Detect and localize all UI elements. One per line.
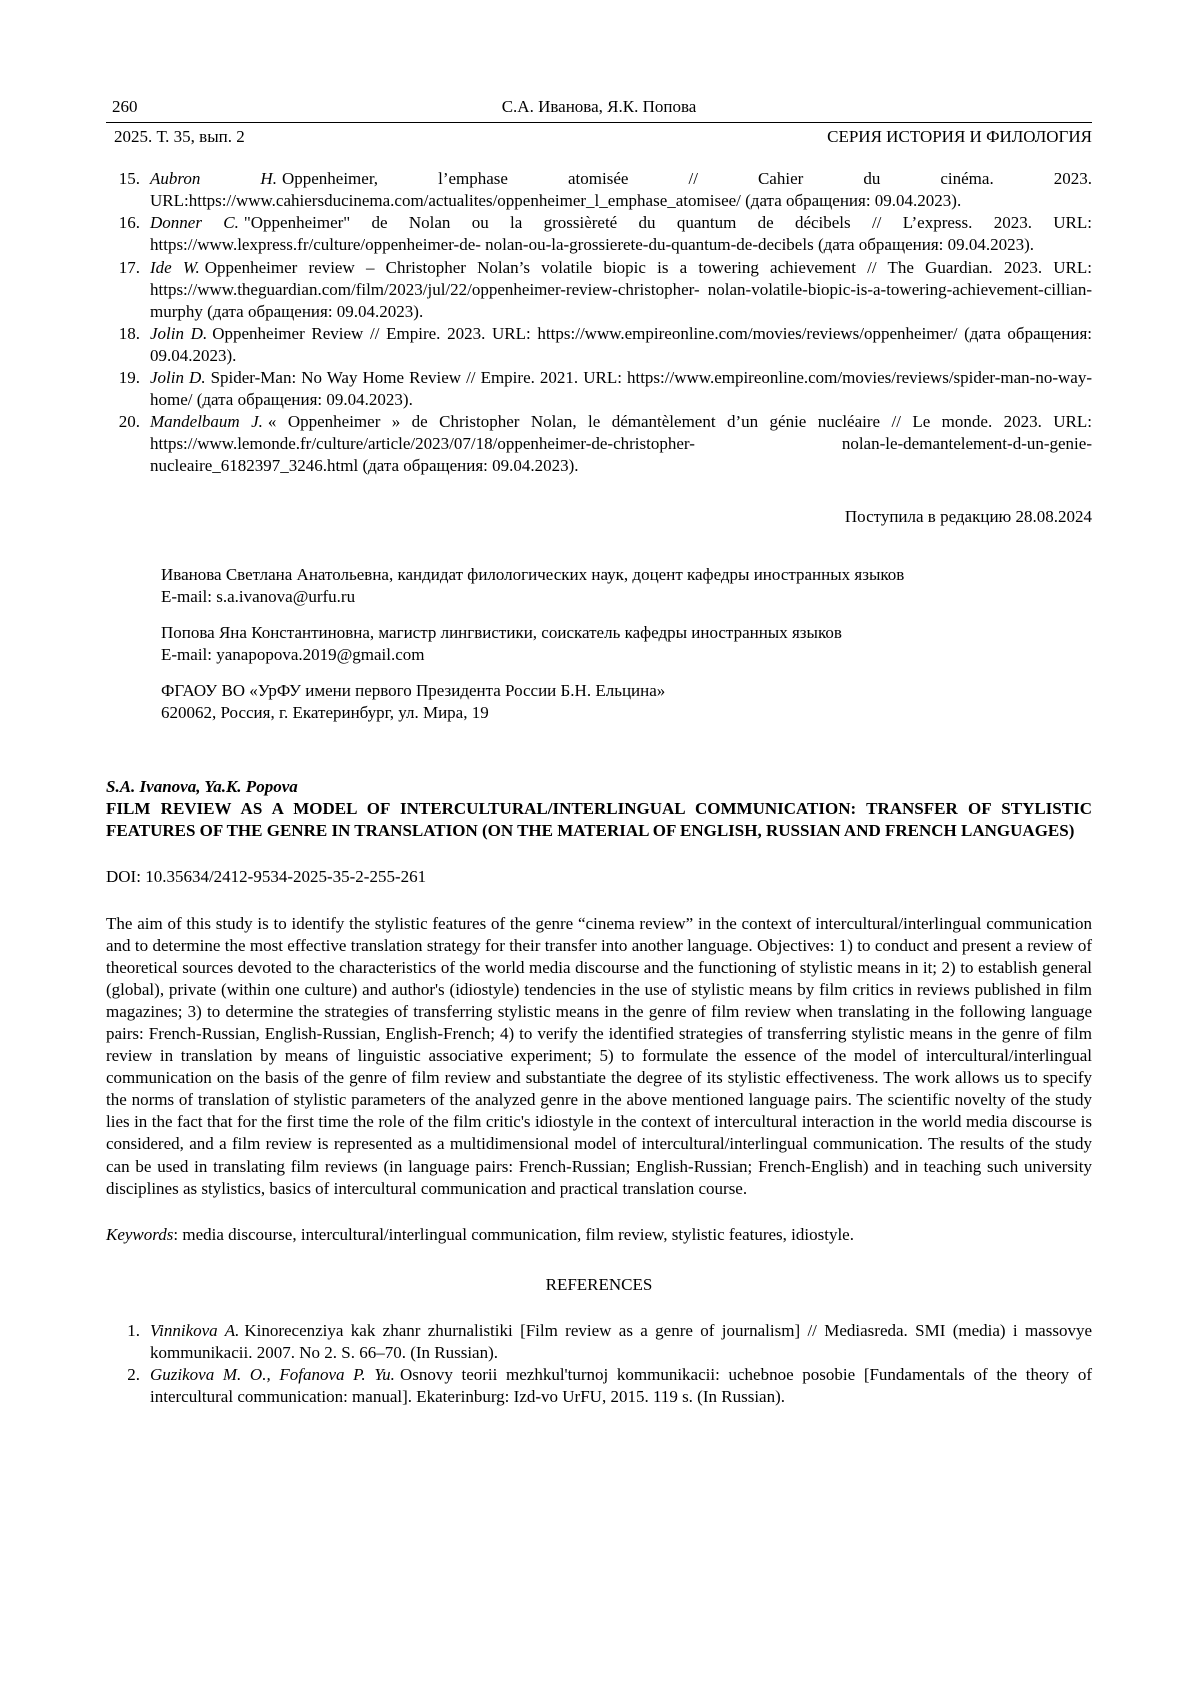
- reference-number: 20.: [118, 412, 140, 432]
- english-title: FILM REVIEW AS A MODEL OF INTERCULTURAL/INTERLINGUAL COMMUNICATION: TRANSFER OF STYLISTIC FEATURES OF THE GENRE IN TRANSLATION (ON THE MATERIAL OF ENGLISH, RUSSIAN AND FRENCH LANGUAGES): [106, 799, 1092, 841]
- reference-text: Osnovy teorii mezhkul'turnoj kommunikacii: uchebnoe posobie [Fundamentals of the theory of intercultural communication: manual]. Ekaterinburg: Izd-vo UrFU, 2015. 119 s. (In Russian).: [150, 1365, 1093, 1407]
- running-head: [106, 96, 1092, 122]
- reference-number: 19.: [118, 368, 140, 388]
- reference-item: [106, 1364, 1092, 1408]
- reference-number: 1.: [127, 1320, 140, 1340]
- keywords: [106, 1224, 1092, 1246]
- reference-item: [106, 367, 1092, 411]
- reference-text: Spider-Man: No Way Home Review // Empire. 2021. URL: https://www.empireonline.com/movies/reviews/spider-man-no-way-home/ (дата обращения: 09.04.2023).: [150, 368, 1092, 410]
- series-title: СЕРИЯ ИСТОРИЯ И ФИЛОЛОГИЯ: [827, 127, 1092, 147]
- reference-author: Guzikova M. O., Fofanova P. Yu.: [150, 1365, 395, 1385]
- affiliation: [161, 680, 1092, 724]
- bibliography-list: [106, 168, 1092, 477]
- reference-text: Oppenheimer, l’emphase atomisée // Cahier du cinéma. 2023. URL:https://www.cahiersducinema.com/actualites/oppenheimer_l_emphase_atomisee/ (дата обращения: 09.04.2023).: [150, 169, 1092, 211]
- author-entry: [161, 622, 1092, 666]
- keywords-label: Keywords: [106, 1224, 174, 1244]
- english-authors: S.A. Ivanova, Ya.K. Popova: [106, 777, 298, 797]
- reference-text: Oppenheimer Review // Empire. 2023. URL: https://www.empireonline.com/movies/reviews/oppenheimer/ (дата обращения: 09.04.2023).: [150, 323, 1092, 365]
- reference-number: 17.: [118, 257, 140, 277]
- reference-author: Donner C.: [150, 213, 239, 233]
- author-bio: Иванова Светлана Анатольевна, кандидат филологических наук, доцент кафедры иностранных языков: [161, 564, 905, 584]
- reference-author: Aubron H.: [150, 169, 277, 189]
- reference-number: 15.: [118, 169, 140, 189]
- references-heading: REFERENCES: [545, 1274, 653, 1294]
- header-issue-row: [106, 123, 1092, 148]
- reference-author: Jolin D.: [150, 368, 206, 388]
- affiliation-address: 620062, Россия, г. Екатеринбург, ул. Мира, 19: [161, 703, 489, 723]
- abstract: The aim of this study is to identify the stylistic features of the genre “cinema review” in the context of intercultural/interlingual communication and to determine the most effective translation strategy for their transfer into another language. Objectives: 1) to conduct and present a review of theoretical sources devoted to the characteristics of the world media discourse and the functioning of stylistic means in it; 2) to establish general (global), private (within one culture) and author's (idiostyle) tendencies in the use of stylistic means by film critics in reviews published in film magazines; 3) to determine the strategies of transferring stylistic means in the genre of film review when translating in the following language pairs: French-Russian, English-Russian, English-French; 4) to verify the identified strategies of transferring stylistic means in the genre of film review in translation by means of linguistic associative experiment; 5) to formulate the essence of the model of intercultural/interlingual communication on the basis of the genre of film review and substantiate the degree of its stylistic effectiveness. The work allows us to specify the norms of translation of stylistic parameters of the analyzed genre in the above mentioned language pairs. The scientific novelty of the study lies in the fact that for the first time the role of the film critic's idiostyle in the context of intercultural interaction in the world media discourse is considered, and a film review is represented as a multidimensional model of intercultural/interlingual communication. The results of the study can be used in translating film reviews (in language pairs: French-Russian; English-Russian; French-English) and in teaching such university disciplines as stylistics, basics of intercultural communication and practical translation course.: [106, 913, 1092, 1198]
- reference-text: Oppenheimer review – Christopher Nolan’s volatile biopic is a towering achievement // The Guardian. 2023. URL: https://www.theguardian.com/film/2023/jul/22/oppenheimer-review-christopher- nolan-volatile-biopic-is-a-towering-achievement-cillian-murphy (дата обращения: 09.04.2023).: [150, 257, 1092, 321]
- received-date: Поступила в редакцию 28.08.2024: [844, 506, 1092, 526]
- reference-author: Jolin D.: [150, 323, 208, 343]
- reference-item: [106, 323, 1092, 367]
- author-entry: [161, 564, 1092, 608]
- reference-item: [106, 1320, 1092, 1364]
- doi: DOI: 10.35634/2412-9534-2025-35-2-255-261: [106, 867, 427, 887]
- reference-item: [106, 168, 1092, 212]
- author-email: E-mail: s.a.ivanova@urfu.ru: [161, 586, 356, 606]
- reference-text: Kinorecenziya kak zhanr zhurnalistiki [Film review as a genre of journalism] // Mediasreda. SMI (media) i massovye kommunikacii. 2007. No 2. S. 66–70. (In Russian).: [150, 1320, 1092, 1363]
- page-header: [106, 96, 1092, 148]
- reference-item: [106, 257, 1092, 323]
- reference-text: « Oppenheimer » de Christopher Nolan, le démantèlement d’un génie nucléaire // Le monde. 2023. URL: https://www.lemonde.fr/culture/article/2023/07/18/oppenheimer-de-christopher- nolan-le-demantelement-d-un-genie-nucleaire_6182397_3246.html (дата обращения: 09.04.2023).: [150, 412, 1092, 476]
- author-email: E-mail: yanapopova.2019@gmail.com: [161, 644, 425, 664]
- author-bio: Попова Яна Константиновна, магистр лингвистики, соискатель кафедры иностранных языков: [161, 622, 842, 642]
- reference-author: Ide W.: [150, 257, 200, 277]
- reference-number: 18.: [118, 323, 140, 343]
- page-number: 260: [112, 97, 138, 116]
- reference-author: Vinnikova A.: [150, 1320, 240, 1340]
- reference-number: 2.: [127, 1365, 140, 1385]
- running-head-authors: С.А. Иванова, Я.К. Попова: [501, 97, 697, 116]
- reference-item: [106, 411, 1092, 477]
- authors-info-block: [106, 564, 1092, 725]
- references-list: [106, 1320, 1092, 1408]
- issue-info: 2025. Т. 35, вып. 2: [114, 127, 245, 147]
- reference-item: [106, 212, 1092, 256]
- affiliation-name: ФГАОУ ВО «УрФУ имени первого Президента России Б.Н. Ельцина»: [161, 680, 666, 700]
- reference-author: Mandelbaum J.: [150, 412, 263, 432]
- reference-number: 16.: [118, 213, 140, 233]
- keywords-text: : media discourse, intercultural/interlingual communication, film review, stylistic features, idiostyle.: [173, 1224, 854, 1244]
- reference-text: "Oppenheimer" de Nolan ou la grossièreté du quantum de décibels // L’express. 2023. URL: https://www.lexpress.fr/culture/oppenheimer-de- nolan-ou-la-grossierete-du-quantum-de-decibels (дата обращения: 09.04.2023).: [150, 213, 1092, 255]
